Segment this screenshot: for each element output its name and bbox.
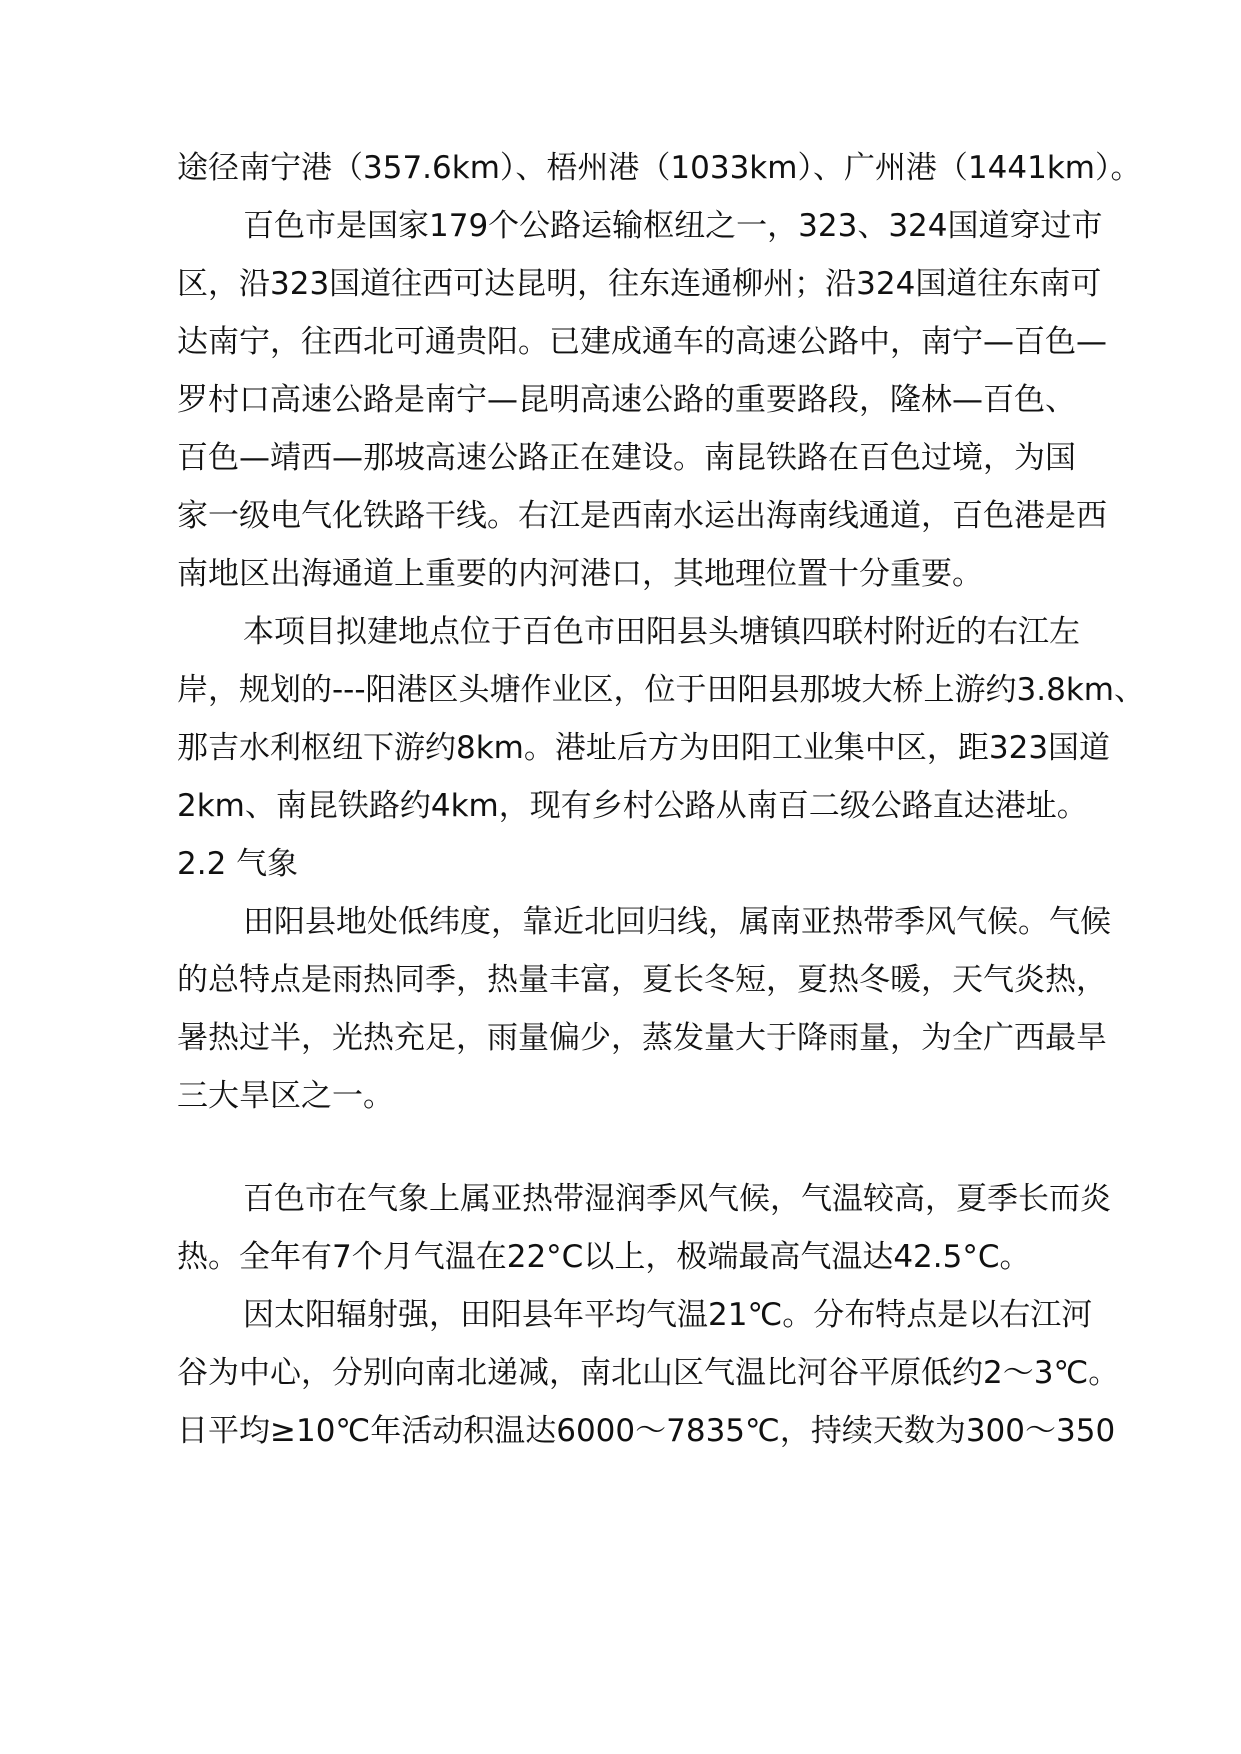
text-line: 家一级电气化铁路干线。右江是西南水运出海南线通道，百色港是西 bbox=[177, 498, 1107, 534]
text-line: 途径南宁港（357.6km）、梧州港（1033km）、广州港（1441km）。 bbox=[177, 150, 1142, 186]
text-line: 南地区出海通道上重要的内河港口，其地理位置十分重要。 bbox=[177, 556, 983, 592]
paragraph-start-line: 百色市在气象上属亚热带湿润季风气候，气温较高，夏季长而炎 bbox=[243, 1181, 1111, 1217]
section-heading: 2.2 气象 bbox=[177, 846, 299, 882]
text-line: 谷为中心，分别向南北递减，南北山区气温比河谷平原低约2～3℃。 bbox=[177, 1355, 1120, 1391]
text-line: 百色—靖西—那坡高速公路正在建设。南昆铁路在百色过境，为国 bbox=[177, 440, 1076, 476]
text-line: 达南宁，往西北可通贵阳。已建成通车的高速公路中，南宁—百色— bbox=[177, 324, 1107, 360]
paragraph-start-line: 百色市是国家179个公路运输枢纽之一，323、324国道穿过市 bbox=[243, 208, 1103, 244]
text-line: 热。全年有7个月气温在22°C以上，极端最高气温达42.5°C。 bbox=[177, 1239, 1031, 1275]
text-line: 2km、南昆铁路约4km，现有乡村公路从南百二级公路直达港址。 bbox=[177, 788, 1088, 824]
text-line: 罗村口高速公路是南宁—昆明高速公路的重要路段，隆林—百色、 bbox=[177, 382, 1076, 418]
text-line: 岸，规划的---阳港区头塘作业区，位于田阳县那坡大桥上游约3.8km、 bbox=[177, 672, 1146, 708]
paragraph-start-line: 因太阳辐射强，田阳县年平均气温21℃。分布特点是以右江河 bbox=[243, 1297, 1093, 1333]
text-line: 那吉水利枢纽下游约8km。港址后方为田阳工业集中区，距323国道 bbox=[177, 730, 1111, 766]
paragraph-start-line: 本项目拟建地点位于百色市田阳县头塘镇四联村附近的右江左 bbox=[243, 614, 1080, 650]
text-line: 的总特点是雨热同季，热量丰富，夏长冬短，夏热冬暖，天气炎热， bbox=[177, 962, 1107, 998]
text-line: 三大旱区之一。 bbox=[177, 1078, 394, 1114]
text-line: 日平均≥10℃年活动积温达6000～7835℃，持续天数为300～350 bbox=[177, 1413, 1116, 1449]
text-line: 区，沿323国道往西可达昆明，往东连通柳州；沿324国道往东南可 bbox=[177, 266, 1102, 302]
paragraph-start-line: 田阳县地处低纬度，靠近北回归线，属南亚热带季风气候。气候 bbox=[243, 904, 1111, 940]
text-line: 暑热过半，光热充足，雨量偏少，蒸发量大于降雨量，为全广西最旱 bbox=[177, 1020, 1107, 1056]
